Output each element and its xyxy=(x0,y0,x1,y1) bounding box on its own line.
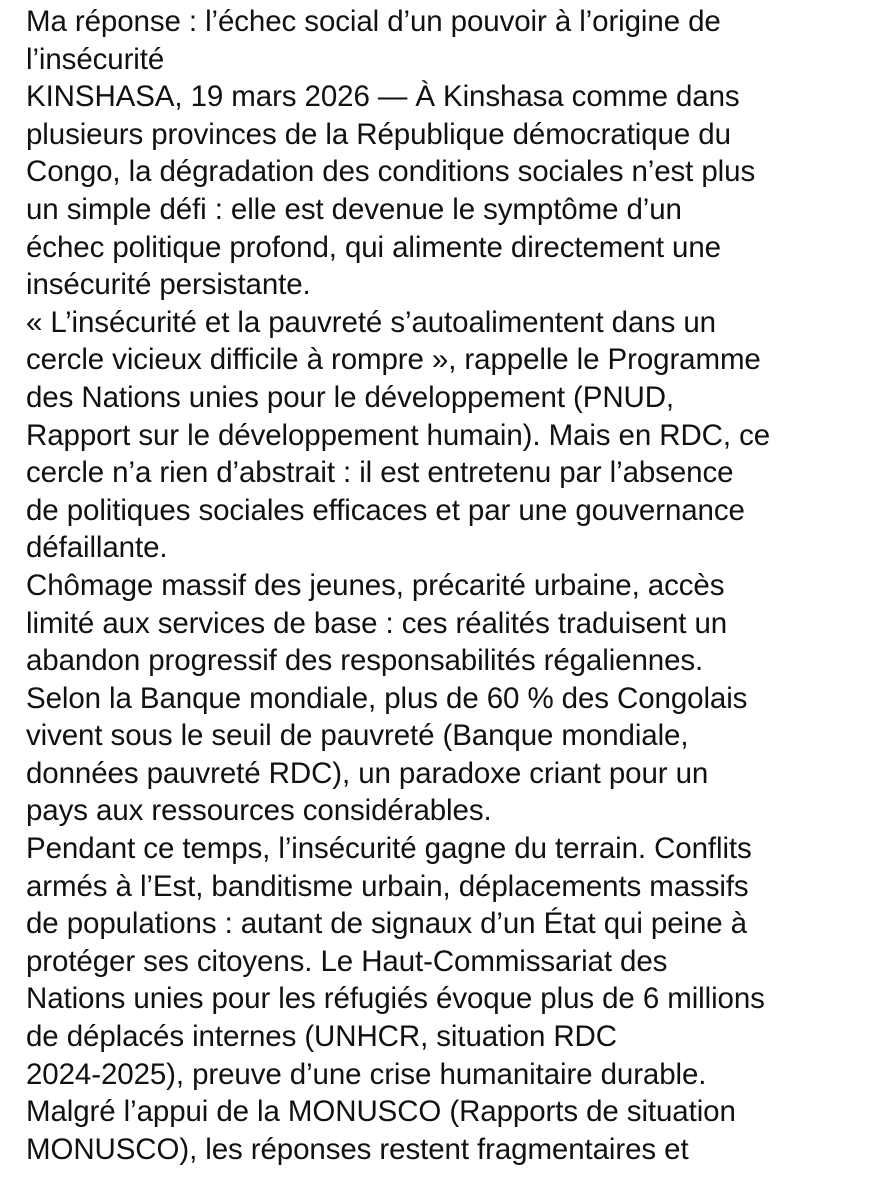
text-line: insécurité persistante. xyxy=(26,268,311,302)
text-line: des Nations unies pour le développement (PNUD, xyxy=(26,380,675,414)
text-line: pays aux ressources considérables. xyxy=(26,794,492,828)
text-line: un simple défi : elle est devenue le symptôme d’un xyxy=(26,192,682,226)
text-line: Chômage massif des jeunes, précarité urbaine, accès xyxy=(26,568,725,602)
text-line: abandon progressif des responsabilités régaliennes. xyxy=(26,644,704,678)
text-line: KINSHASA, 19 mars 2026 — À Kinshasa comme dans xyxy=(26,80,740,114)
text-line: Malgré l’appui de la MONUSCO (Rapports de situation xyxy=(26,1095,736,1129)
text-line: de déplacés internes (UNHCR, situation RDC xyxy=(26,1020,617,1054)
text-line: vivent sous le seuil de pauvreté (Banque mondiale, xyxy=(26,719,689,753)
text-line: armés à l’Est, banditisme urbain, déplacements massifs xyxy=(26,869,749,903)
text-line: MONUSCO), les réponses restent fragmentaires et xyxy=(26,1132,689,1166)
text-line: protéger ses citoyens. Le Haut-Commissariat des xyxy=(26,944,668,978)
text-line: données pauvreté RDC), un paradoxe criant pour un xyxy=(26,756,709,790)
text-line: échec politique profond, qui alimente directement une xyxy=(26,230,721,264)
text-line: défaillante. xyxy=(26,531,168,565)
text-line: de politiques sociales efficaces et par une gouvernance xyxy=(26,493,745,527)
text-line: plusieurs provinces de la République démocratique du xyxy=(26,117,731,151)
text-line: de populations : autant de signaux d’un État qui peine à xyxy=(26,907,747,941)
text-line: Ma réponse : l’échec social d’un pouvoir à l’origine de xyxy=(26,5,721,38)
text-line: Rapport sur le développement humain). Mais en RDC, ce xyxy=(26,418,771,452)
text-line: « L’insécurité et la pauvreté s’autoalimentent dans un xyxy=(26,305,716,339)
text-line: Selon la Banque mondiale, plus de 60 % des Congolais xyxy=(26,681,748,715)
text-line: cercle n’a rien d’abstrait : il est entretenu par l’absence xyxy=(26,456,734,490)
text-line: cercle vicieux difficile à rompre », rappelle le Programme xyxy=(26,343,761,377)
text-line: Pendant ce temps, l’insécurité gagne du terrain. Conflits xyxy=(26,832,752,866)
text-line: Congo, la dégradation des conditions sociales n’est plus xyxy=(26,155,756,189)
text-line: Nations unies pour les réfugiés évoque plus de 6 millions xyxy=(26,982,765,1016)
text-line: l’insécurité xyxy=(26,42,165,76)
text-line: limité aux services de base : ces réalités traduisent un xyxy=(26,606,728,640)
note-text-body xyxy=(26,3,876,1168)
text-line: 2024-2025), preuve d’une crise humanitaire durable. xyxy=(26,1057,707,1091)
